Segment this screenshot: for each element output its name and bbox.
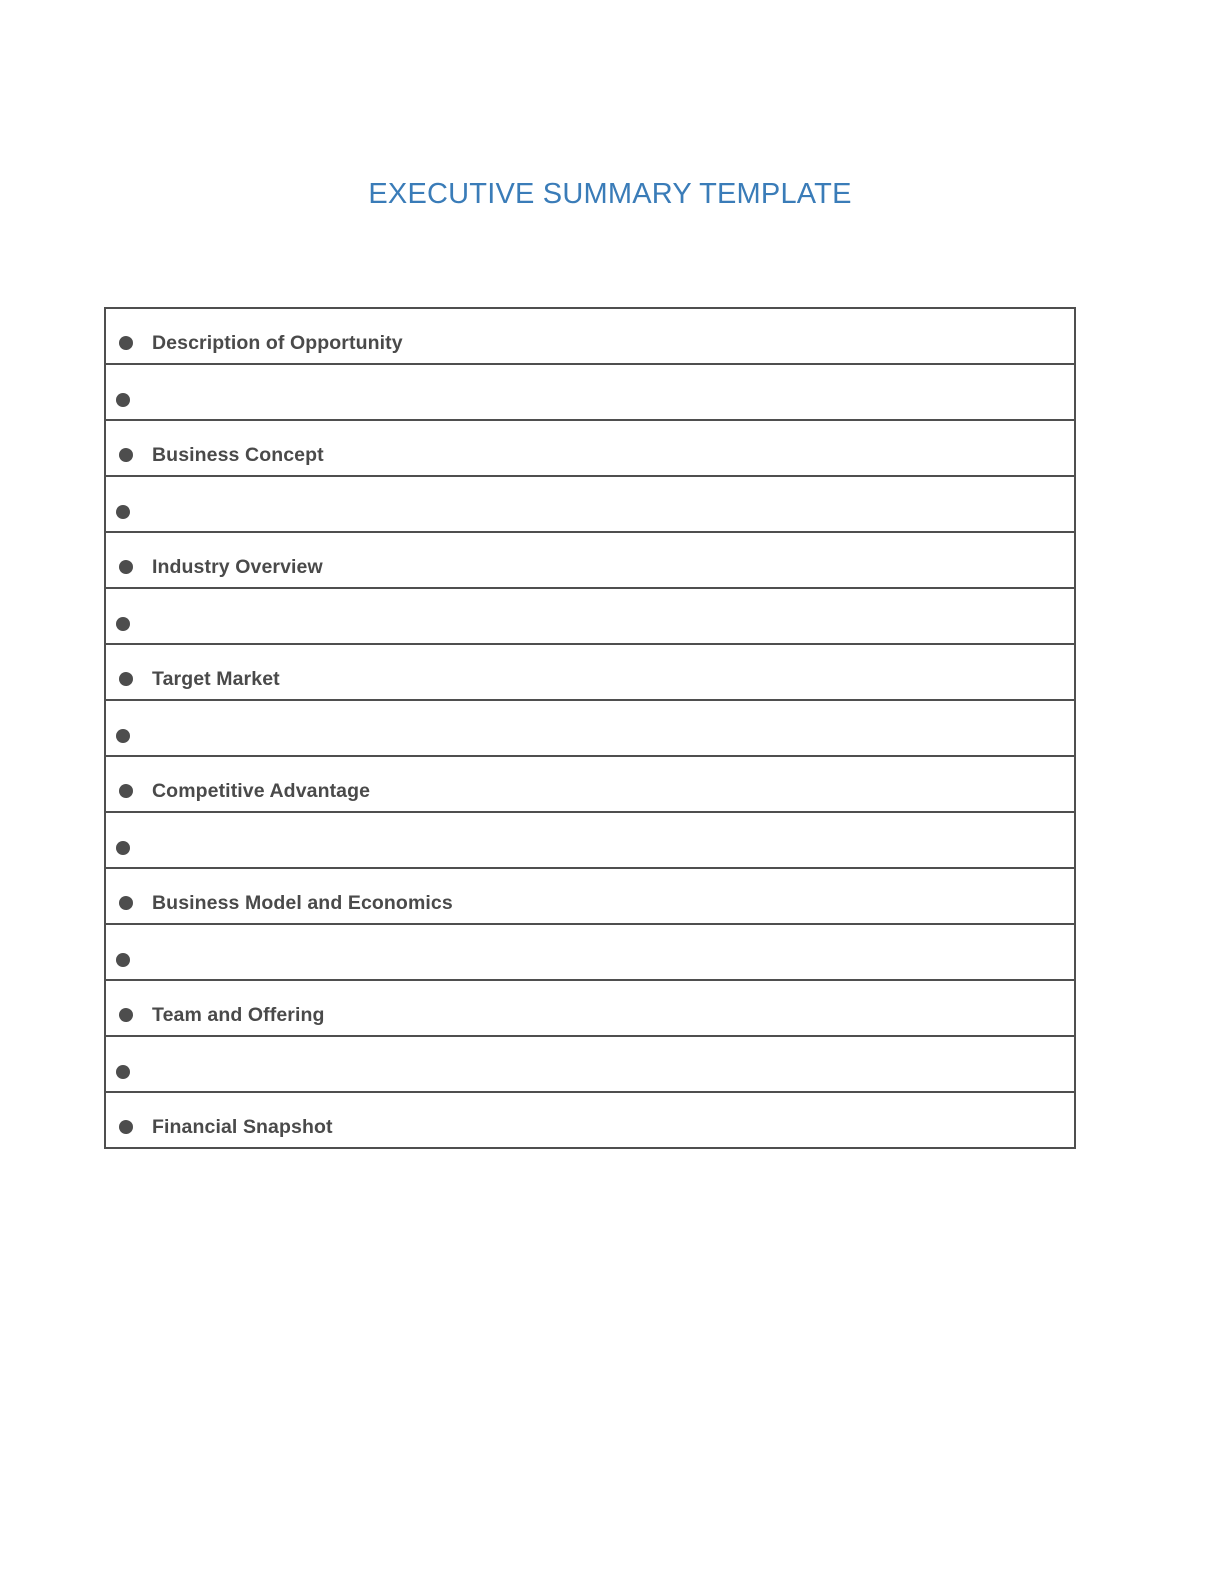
section-label: Description of Opportunity (152, 332, 403, 354)
table-row (105, 532, 1075, 588)
section-heading-cell[interactable] (105, 980, 1075, 1036)
section-heading-cell[interactable] (105, 756, 1075, 812)
cell-content (106, 869, 1074, 923)
section-label: Target Market (152, 668, 280, 690)
table-row (105, 1036, 1075, 1092)
table-row (105, 700, 1075, 756)
section-heading-cell[interactable] (105, 420, 1075, 476)
section-label: Industry Overview (152, 556, 323, 578)
table-row (105, 364, 1075, 420)
bullet-icon (116, 841, 130, 855)
bullet-icon (119, 896, 133, 910)
bullet-icon (116, 1065, 130, 1079)
bullet-icon (116, 953, 130, 967)
cell-content (106, 645, 1074, 699)
table-row (105, 420, 1075, 476)
section-content-cell[interactable] (105, 588, 1075, 644)
section-content-cell[interactable] (105, 812, 1075, 868)
section-content-cell[interactable] (105, 364, 1075, 420)
section-label: Competitive Advantage (152, 780, 371, 802)
bullet-icon (119, 448, 133, 462)
table-row (105, 1092, 1075, 1148)
bullet-icon (116, 505, 130, 519)
section-content-cell[interactable] (105, 1036, 1075, 1092)
section-content-cell[interactable] (105, 700, 1075, 756)
page-title: EXECUTIVE SUMMARY TEMPLATE (368, 178, 852, 210)
table-row (105, 588, 1075, 644)
table-row (105, 756, 1075, 812)
executive-summary-table (104, 307, 1076, 1149)
cell-content (106, 925, 1074, 979)
cell-content (106, 365, 1074, 419)
section-heading-cell[interactable] (105, 868, 1075, 924)
bullet-icon (116, 729, 130, 743)
section-heading-cell[interactable] (105, 532, 1075, 588)
table-row (105, 644, 1075, 700)
section-label: Team and Offering (152, 1004, 325, 1026)
table-row (105, 476, 1075, 532)
cell-content (106, 701, 1074, 755)
bullet-icon (119, 672, 133, 686)
table-row (105, 980, 1075, 1036)
cell-content (106, 981, 1074, 1035)
section-heading-cell[interactable] (105, 1092, 1075, 1148)
bullet-icon (119, 1120, 133, 1134)
section-label: Business Model and Economics (152, 892, 453, 914)
bullet-icon (119, 1008, 133, 1022)
cell-content (106, 1037, 1074, 1091)
cell-content (106, 757, 1074, 811)
cell-content (106, 533, 1074, 587)
table-row (105, 812, 1075, 868)
cell-content (106, 421, 1074, 475)
section-content-cell[interactable] (105, 924, 1075, 980)
section-label: Business Concept (152, 444, 324, 466)
bullet-icon (119, 784, 133, 798)
section-heading-cell[interactable] (105, 308, 1075, 364)
cell-content (106, 589, 1074, 643)
table-row (105, 868, 1075, 924)
bullet-icon (119, 560, 133, 574)
cell-content (106, 309, 1074, 363)
table-row (105, 924, 1075, 980)
table-body (105, 308, 1075, 1148)
section-content-cell[interactable] (105, 476, 1075, 532)
cell-content (106, 1093, 1074, 1147)
bullet-icon (116, 393, 130, 407)
bullet-icon (119, 336, 133, 350)
table-row (105, 308, 1075, 364)
cell-content (106, 477, 1074, 531)
cell-content (106, 813, 1074, 867)
bullet-icon (116, 617, 130, 631)
section-heading-cell[interactable] (105, 644, 1075, 700)
section-label: Financial Snapshot (152, 1116, 333, 1138)
